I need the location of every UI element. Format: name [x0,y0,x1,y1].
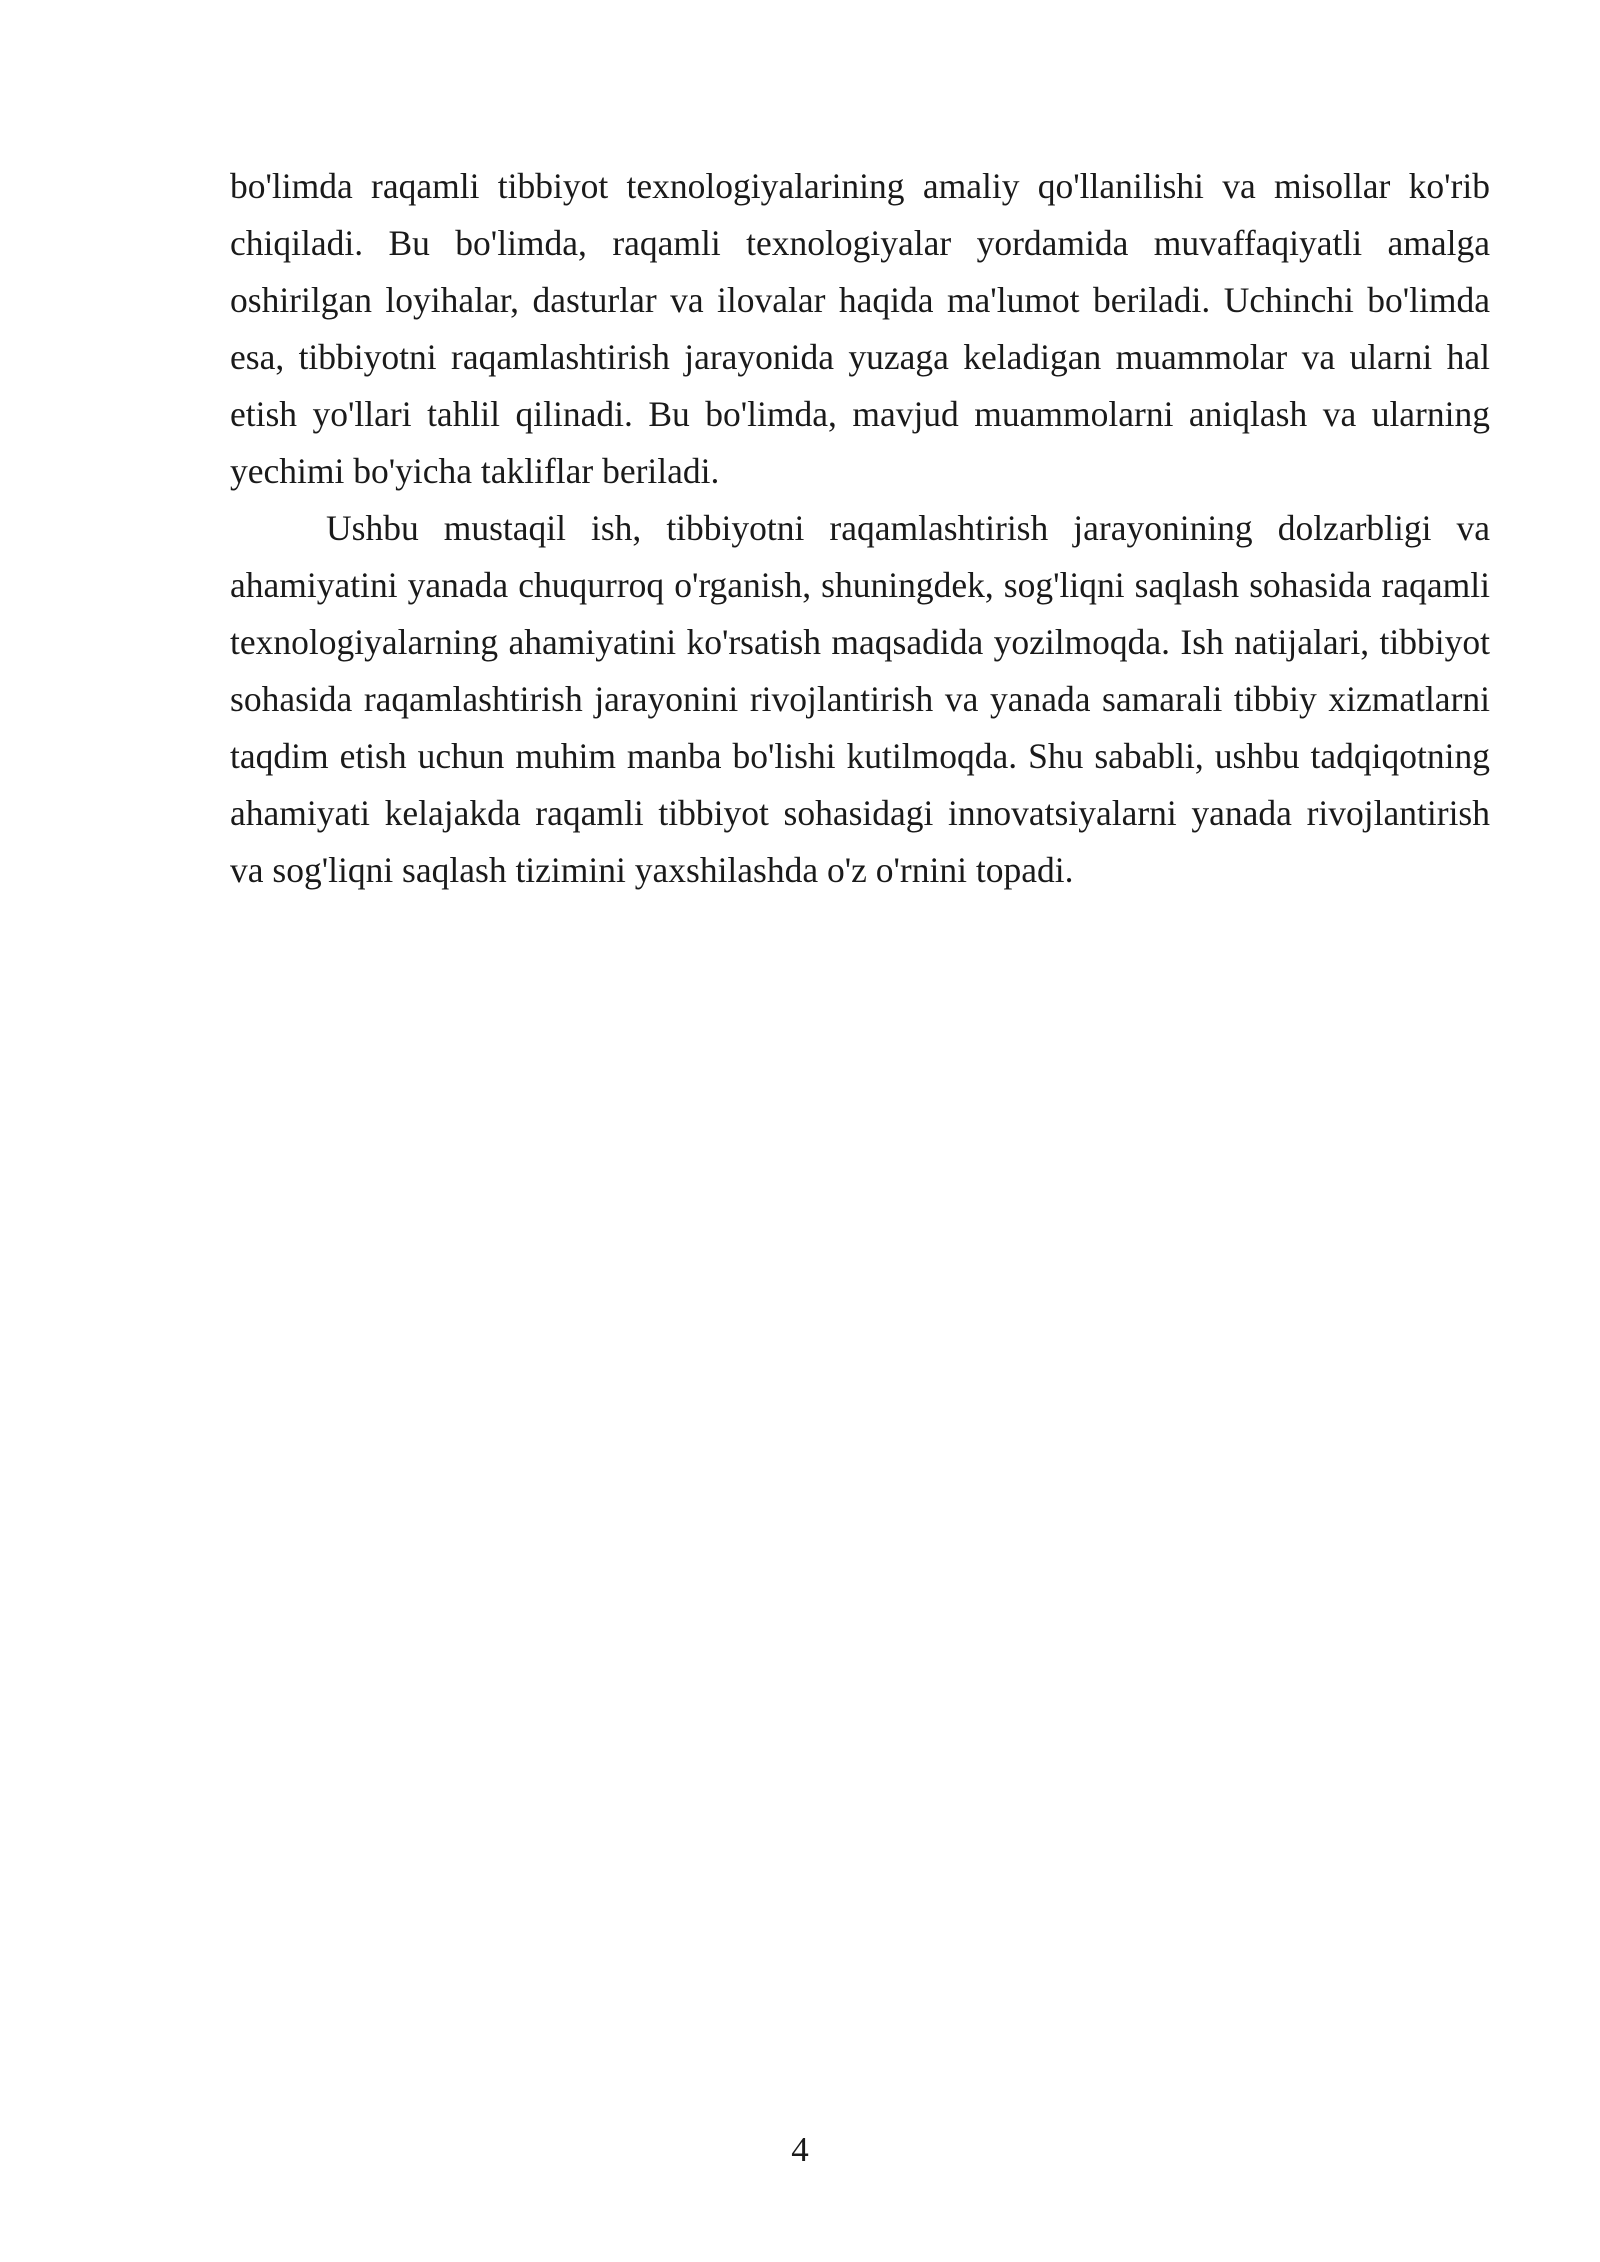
page-number: 4 [791,2130,809,2169]
body-text [230,158,1490,899]
paragraph-purpose: Ushbu mustaqil ish, tibbiyotni raqamlashtirish jarayonining dolzarbligi va ahamiyatini yanada chuqurroq o'rganish, shuningdek, sog'liqni saqlash sohasida raqamli texnologiyalarning ahamiyatini ko'rsatish maqsadida yozilmoqda. Ish natijalari, tibbiyot sohasida raqamlashtirish jarayonini rivojlantirish va yanada samarali tibbiy xizmatlarni taqdim etish uchun muhim manba bo'lishi kutilmoqda. Shu sababli, ushbu tadqiqotning ahamiyati kelajakda raqamli tibbiyot sohasidagi innovatsiyalarni yanada rivojlantirish va sog'liqni saqlash tizimini yaxshilashda o'z o'rnini topadi. [230,508,1490,890]
paragraph-continuation: bo'limda raqamli tibbiyot texnologiyalarining amaliy qo'llanilishi va misollar ko'rib chiqiladi. Bu bo'limda, raqamli texnologiyalar yordamida muvaffaqiyatli amalga oshirilgan loyihalar, dasturlar va ilovalar haqida ma'lumot beriladi. Uchinchi bo'limda esa, tibbiyotni raqamlashtirish jarayonida yuzaga keladigan muammolar va ularni hal etish yo'llari tahlil qilinadi. Bu bo'limda, mavjud muammolarni aniqlash va ularning yechimi bo'yicha takliflar beriladi. [230,166,1490,491]
